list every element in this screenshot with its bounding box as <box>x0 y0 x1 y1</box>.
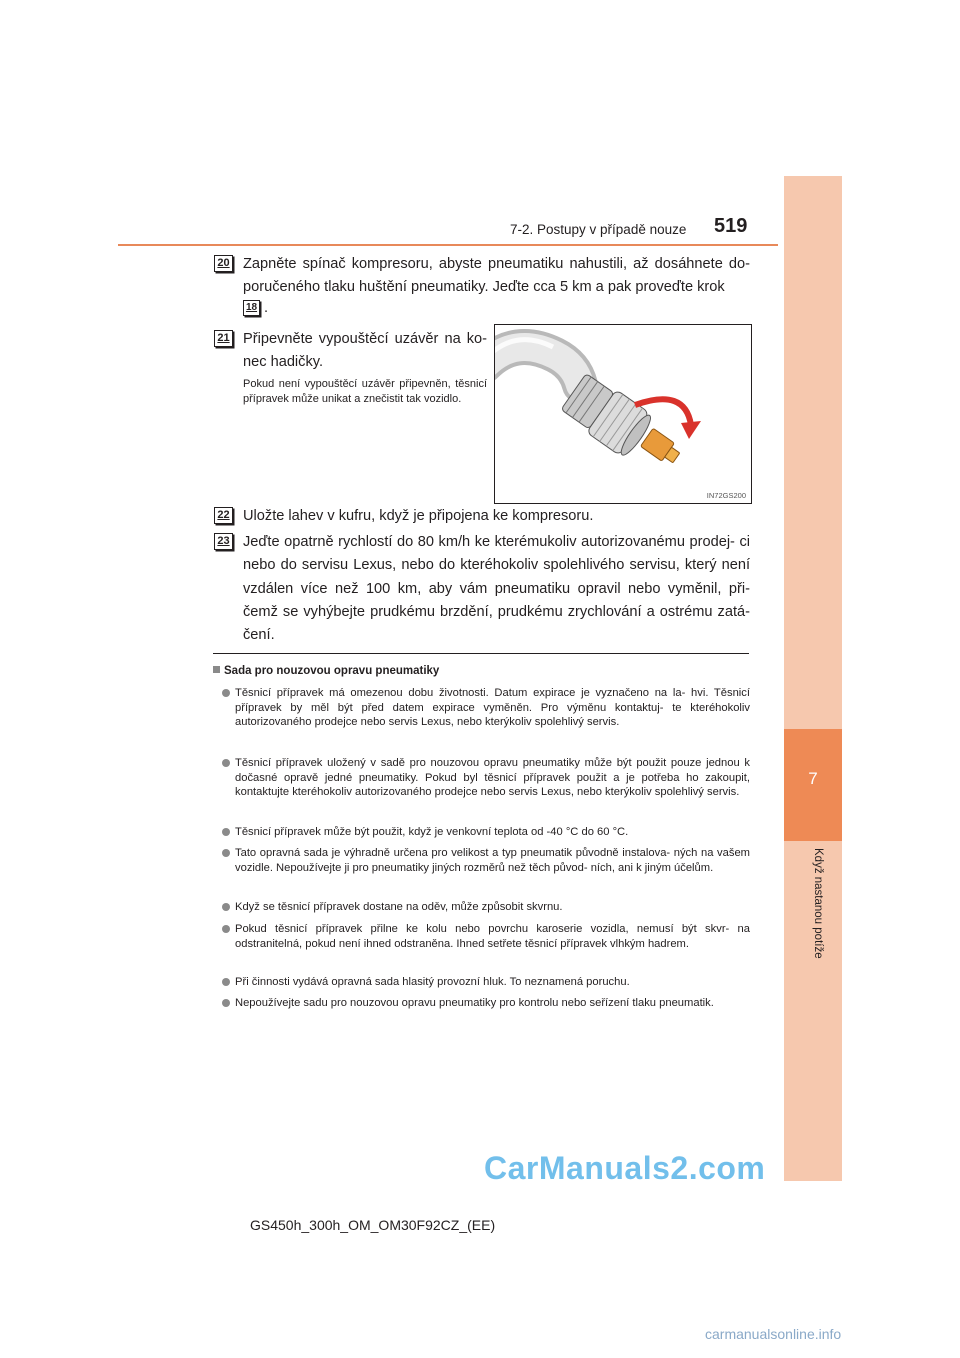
info-bullet <box>222 846 750 875</box>
bullet-dot-icon <box>222 849 230 857</box>
step-20-body: Zapněte spínač kompresoru, abyste pneumatiku nahustili, až dosáhnete do- poručeného tlaku huštění pneumatiky. Jeďte cca 5 km a pak proveďte krok <box>243 256 750 295</box>
section-separator <box>213 653 749 654</box>
heading-square-icon <box>213 666 220 673</box>
section-title: 7-2. Postupy v případě nouze <box>510 222 687 237</box>
step-21-text: Připevněte vypouštěcí uzávěr na ko- nec hadičky. <box>243 331 487 370</box>
info-bullet <box>222 996 750 1011</box>
info-bullet-text: Nepoužívejte sadu pro nouzovou opravu pneumatiky pro kontrolu nebo seřízení tlaku pneumatik. <box>235 997 714 1009</box>
info-heading-text: Sada pro nouzovou opravu pneumatiky <box>224 665 440 677</box>
bullet-dot-icon <box>222 828 230 836</box>
step-22-text: Uložte lahev v kufru, když je připojena ke kompresoru. <box>243 508 594 524</box>
step-badge-22: 22 <box>214 507 233 524</box>
step-badge-23: 23 <box>214 533 233 550</box>
info-bullet-text: Těsnicí přípravek může být použit, když je venkovní teplota od -40 °C do 60 °C. <box>235 826 629 838</box>
step-ref-badge-18: 18 <box>243 300 260 316</box>
bullet-dot-icon <box>222 925 230 933</box>
info-bullet <box>222 686 750 730</box>
info-bullet-text: Těsnicí přípravek má omezenou dobu životnosti. Datum expirace je vyznačeno na la- hvi. Těsnicí přípravek by měl být před datem expirace vyměněn. Pro výměnu kontaktuj- te kteréhokoliv autorizovaného prodejce nebo servis Lexus, nebo kterýkoliv spolehlivý servis. <box>235 687 750 728</box>
info-bullet-text: Pokud těsnicí přípravek přilne ke kolu nebo povrchu karoserie vozidla, nemusí být skvr- na odstranitelná, pokud není ihned odstraněna. Ihned setřete těsnicí přípravek vlhkým hadrem. <box>235 923 750 950</box>
bullet-dot-icon <box>222 759 230 767</box>
document-code: GS450h_300h_OM_OM30F92CZ_(EE) <box>250 1217 496 1233</box>
info-bullet <box>222 900 750 915</box>
carmanuals-watermark: CarManuals2.com <box>484 1150 766 1186</box>
step-21-note: Pokud není vypouštěcí uzávěr připevněn, těsnicí přípravek může unikat a znečistit tak vozidlo. <box>243 378 487 405</box>
bullet-dot-icon <box>222 903 230 911</box>
info-bullet <box>222 825 750 840</box>
info-bullet <box>222 756 750 800</box>
info-bullet-text: Tato opravná sada je výhradně určena pro velikost a typ pneumatik původně instalova- ných na vašem vozidle. Nepoužívejte ji pro pneumatiky jiných rozměrů než těch původ- ních, ani k jiným účelům. <box>235 847 750 874</box>
bullet-dot-icon <box>222 999 230 1007</box>
step-badge-21: 21 <box>214 330 233 347</box>
chapter-side-tab <box>784 176 842 1181</box>
figure-code: IN72GS200 <box>706 491 746 500</box>
step-20-text <box>243 253 750 299</box>
bullet-dot-icon <box>222 689 230 697</box>
drain-cap-drawing <box>495 325 751 503</box>
info-bullet-text: Když se těsnicí přípravek dostane na oděv, může způsobit skvrnu. <box>235 901 563 913</box>
page-number: 519 <box>714 215 748 237</box>
carmanualsonline-watermark: carmanualsonline.info <box>705 1326 842 1342</box>
info-bullet <box>222 922 750 951</box>
chapter-title: Když nastanou potíže <box>812 848 824 959</box>
info-bullet-text: Při činnosti vydává opravná sada hlasitý provozní hluk. To neznamená poruchu. <box>235 976 630 988</box>
step-badge-20: 20 <box>214 255 233 272</box>
chapter-number: 7 <box>808 769 818 788</box>
info-bullet-text: Těsnicí přípravek uložený v sadě pro nouzovou opravu pneumatiky může být použit pouze jednou k dočasné opravě jedné pneumatiky. Pokud byl těsnicí přípravek použit a je potřeba ho zakoupit, kontaktujte kteréhokoliv autorizovaného prodejce nebo servis Lexus, nebo kterýkoliv spolehlivý servis. <box>235 757 750 798</box>
bullet-dot-icon <box>222 978 230 986</box>
info-bullet <box>222 975 750 990</box>
step-20-after: . <box>264 300 269 316</box>
info-heading <box>213 665 439 677</box>
step-23-text: Jeďte opatrně rychlostí do 80 km/h ke kterémukoliv autorizovanému prodej- ci nebo do servisu Lexus, nebo do kteréhokoliv spolehlivého servisu, který není vzdálen více než 100 km, aby vám pneumatiku opravil nebo vyměnil, při- čemž se vyhýbejte prudkému brzdění, prudkému zrychlování a ostrému zatá- čení. <box>243 534 750 644</box>
drain-cap-illustration <box>494 324 752 504</box>
header-rule <box>118 244 778 246</box>
